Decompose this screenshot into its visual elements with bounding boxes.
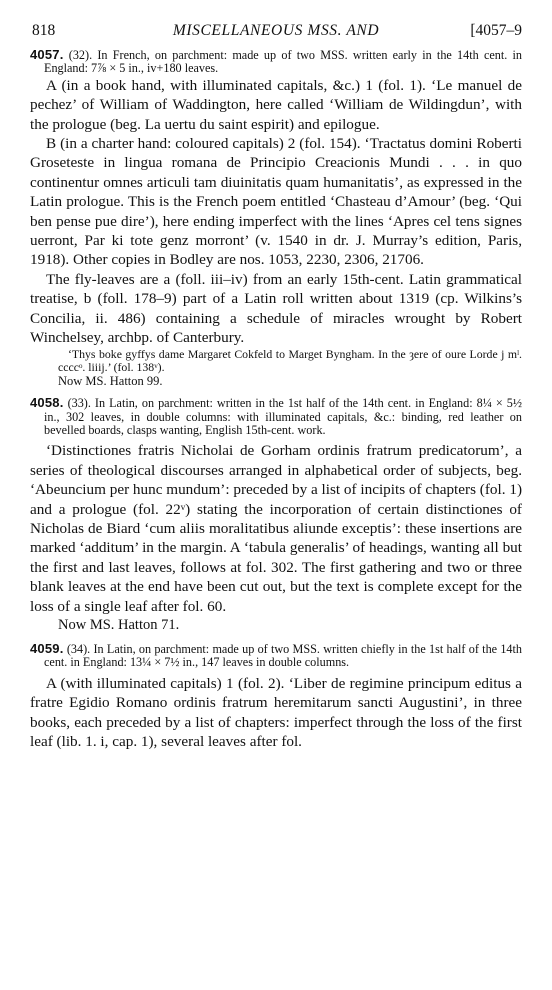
entry-4059 <box>30 642 522 751</box>
entry-number: 4057. <box>30 47 64 62</box>
entry-paragraph: B (in a charter hand: coloured capitals) 2 (fol. 154). ‘Tractatus domini Roberti Groseteste in lingua romana de Principio Creacionis Mundi . . . in quo continentur omnes articuli tam diuinitatis quam humanitatis’, as expressed in the Latin prologue. This is the French poem entitled ‘Chasteau d’Amour’ (beg. ‘Qui ben pense pue dire’), here ending imperfect with the lines ‘Apres cel tens signes uerront, Par ki tote genz morront’ (v. 1540 in dr. J. Murray’s edition, Paris, 1918). Other copies in Bodley are nos. 1053, 2230, 2306, 21706. <box>30 135 522 269</box>
entry-paragraph: The fly-leaves are a (foll. iii–iv) from an early 15th-cent. Latin grammatical treatise, b (foll. 178–9) part of a Latin roll written about 1319 (cp. Wilkins’s Concilia, ii. 486) containing a schedule of miracles wrought by Robert Winchelsey, archbp. of Canterbury. <box>30 270 522 347</box>
page-number: 818 <box>32 22 56 39</box>
entry-range: [4057–9 <box>470 22 522 39</box>
entry-number: 4059. <box>30 640 64 656</box>
entry-heading <box>30 396 522 437</box>
shelfmark: Now MS. Hatton 99. <box>58 374 163 389</box>
entry-paragraph: A (in a book hand, with illuminated capitals, &c.) 1 (fol. 1). ‘Le manuel de pechez’ of William of Waddington, here called ‘William de Wildingdun’, with the prologue (beg. La uertu du saint espirit) and epilogue. <box>30 76 522 133</box>
shelfmark: Now MS. Hatton 71. <box>58 616 180 633</box>
running-header <box>30 22 522 48</box>
entry-paragraph: ‘Distinctiones fratris Nicholai de Gorham ordinis fratrum predicatorum’, a series of theological discourses arranged in alphabetical order of subjects, beg. ‘Abeuncium per hunc mundum’: preceded by a list of incipits of chapters (fol. 1) and a prologue (fol. 22ᵛ) stating the incorporation of certain distinctiones of Nicholas de Biard ‘cum aliis moralitatibus aliunde exceptis’: these insertions are marked ‘additum’ in the margin. A ‘tabula generalis’ of headings, wanting all but the first and last leaves, follows at fol. 302. The first gathering and two or three blank leaves at the end have been cut out, but the text is complete except for the loss of a single leaf after fol. 60. <box>30 442 522 615</box>
provenance-note: ‘Thys boke gyffys dame Margaret Cokfeld to Marget Byngham. In the ȝere of oure Lorde j mˡ. ccccᵒ. liiij.’ (fol. 138ᵛ). <box>58 346 522 374</box>
entry-description: (32). In French, on parchment: made up of two MSS. written early in the 14th cent. in England: 7⅞ × 5 in., iv+180 leaves. <box>44 48 522 76</box>
entry-number: 4058. <box>30 395 64 411</box>
catalogue-page <box>30 22 522 751</box>
entry-4057 <box>30 48 522 388</box>
entry-description: (33). In Latin, on parchment: written in the 1st half of the 14th cent. in England: 8¼ × 5½ in., 302 leaves, in double columns: with illuminated capitals, &c.: binding, red leather on bevelled boards, clasps wanting, English 15th-cent. work. <box>44 396 523 437</box>
entry-heading <box>30 642 522 670</box>
entry-heading <box>30 48 522 76</box>
running-title: MISCELLANEOUS MSS. AND <box>172 22 380 39</box>
entry-description: (34). In Latin, on parchment: made up of two MSS. written chiefly in the 1st half of the 14th cent. in England: 13¼ × 7½ in., 147 leaves in double columns. <box>44 641 523 670</box>
entry-4058 <box>30 396 522 634</box>
entry-paragraph: A (with illuminated capitals) 1 (fol. 2). ‘Liber de regimine principum editus a fratre Egidio Romano ordinis fratrum heremitarum sancti Augustini’, in three books, each preceded by a list of chapters: imperfect through the loss of the first leaf (lib. 1. i, cap. 1), several leaves after fol. <box>30 674 522 750</box>
